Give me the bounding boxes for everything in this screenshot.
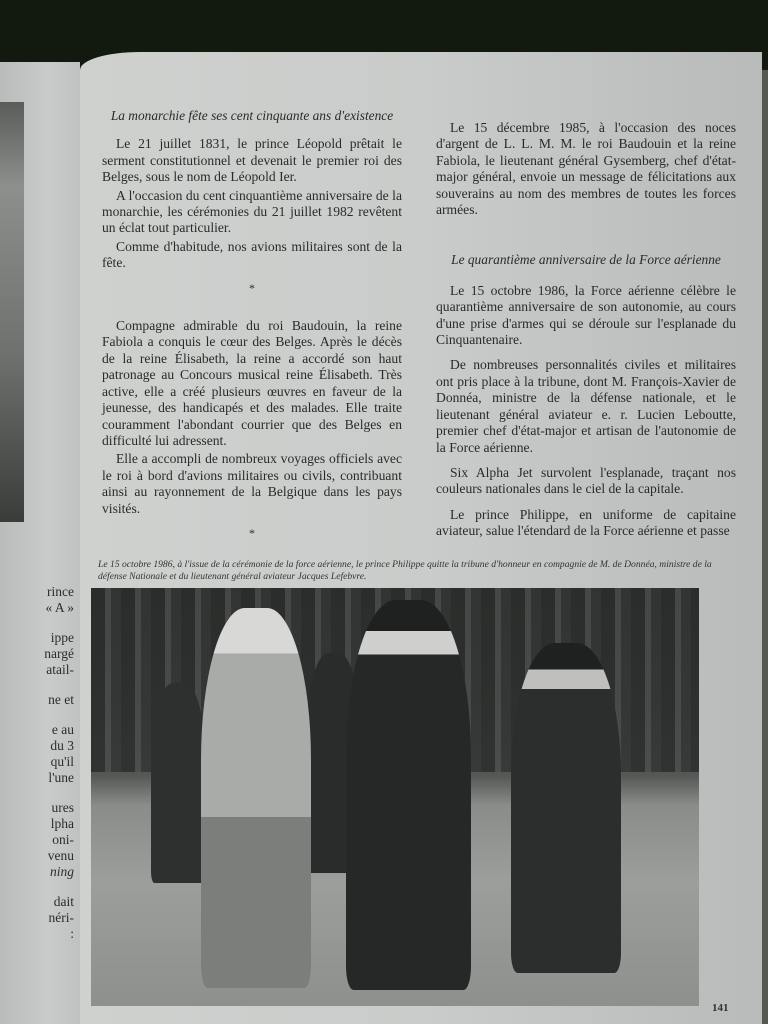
facing-page-line: [4, 708, 74, 722]
photo-caption: Le 15 octobre 1986, à l'issue de la cérémonie de la force aérienne, le prince Philippe quitte la tribune d'honneur en compagnie de M. de Donnéa, ministre de la défense Nationale et du lieutenant général aviateur Jacques Lefebvre.: [98, 559, 712, 582]
facing-page-line: « A »: [45, 600, 74, 615]
facing-page-line: du 3: [50, 738, 74, 753]
paragraph: Le prince Philippe, en uniforme de capitaine aviateur, salue l'étendard de la Force aérienne et passe: [436, 506, 736, 539]
facing-page-line: ning: [49, 864, 74, 879]
section-heading-monarchy: La monarchie fête ses cent cinquante ans d'existence: [110, 108, 394, 123]
paragraph: Comme d'habitude, nos avions militaires sont de la fête.: [102, 238, 402, 271]
asterism-divider: *: [249, 525, 255, 540]
section-heading-air-force: Le quarantième anniversaire de la Force aérienne: [451, 252, 721, 268]
background-figure: [151, 683, 206, 883]
paragraph: Le 15 octobre 1986, la Force aérienne célèbre le quarantième anniversaire de son autonomie, au cours d'une prise d'armes qui se déroule sur l'esplanade du Cinquantenaire.: [436, 282, 736, 348]
facing-page-line: :: [70, 926, 74, 941]
ceremony-photo: [91, 588, 699, 1006]
right-column: [436, 120, 736, 540]
facing-page-line: [4, 786, 74, 800]
facing-page-line: atail-: [46, 662, 74, 677]
paragraph: Le 15 décembre 1985, à l'occasion des noces d'argent de L. L. M. M. le roi Baudouin et la reine Fabiola, le lieutenant général Gysemberg, chef d'état-major général, envoie un message de félicitations aux souverains au nom des membres de toutes les forces armées.: [436, 120, 736, 218]
paragraph: Elle a accompli de nombreux voyages officiels avec le roi à bord d'avions militaires ou civils, contribuant ainsi au rayonnement de la Belgique dans les pays visités.: [102, 451, 402, 516]
facing-page-line: nargé: [44, 646, 74, 661]
next-page-edge: [762, 70, 768, 1024]
facing-page-line: [4, 616, 74, 630]
paragraph: De nombreuses personnalités civiles et militaires ont pris place à la tribune, dont M. François-Xavier de Donnéa, ministre de la défense nationale, et le lieutenant général aviateur e. r. Lucien Leboutte, premier chef d'état-major et artisan de l'autonomie de la Force aérienne.: [436, 357, 736, 455]
facing-page-line: [4, 678, 74, 692]
civilian-figure: [201, 608, 311, 988]
general-figure: [511, 643, 621, 973]
facing-page-line: néri-: [48, 910, 74, 925]
paragraph: Le 21 juillet 1831, le prince Léopold prêtait le serment constitutionnel et devenait le premier roi des Belges, sous le nom de Léopold Ier.: [102, 136, 402, 185]
facing-page-line: e au: [51, 722, 74, 737]
facing-page-line: qu'il: [50, 754, 74, 769]
paragraph: A l'occasion du cent cinquantième anniversaire de la monarchie, les cérémonies du 21 juillet 1982 revêtent un éclat tout particulier.: [102, 187, 402, 236]
facing-page-photo: [0, 102, 24, 522]
facing-page-line: dait: [53, 894, 74, 909]
facing-page-line: oni-: [52, 832, 74, 847]
facing-page-line: l'une: [48, 770, 74, 785]
facing-page-line: ippe: [50, 630, 74, 645]
facing-page-line: lpha: [50, 816, 74, 831]
facing-page-line: ne et: [48, 692, 74, 707]
facing-page-line: ures: [51, 800, 74, 815]
paragraph: Six Alpha Jet survolent l'esplanade, traçant nos couleurs nationales dans le ciel de la capitale.: [436, 464, 736, 497]
left-column: [102, 108, 402, 563]
asterism-divider: *: [249, 280, 255, 295]
facing-page-line: rince: [47, 584, 74, 599]
facing-page: [0, 62, 80, 1024]
facing-page-line: venu: [47, 848, 74, 863]
book-page: [80, 52, 762, 1024]
prince-figure: [346, 600, 471, 990]
facing-page-text: [4, 584, 74, 942]
facing-page-line: [4, 880, 74, 894]
paragraph: Compagne admirable du roi Baudouin, la reine Fabiola a conquis le cœur des Belges. Après le décès de la reine Élisabeth, la reine a accordé son haut patronage au Concours musical reine Élisabeth. Très active, elle a créé plusieurs œuvres en faveur de la jeunesse, des handicapés et des malades. Elle traite couramment l'abondant courrier que des Belges en difficulté lui adressent.: [102, 318, 402, 448]
page-number: 141: [712, 1002, 729, 1014]
